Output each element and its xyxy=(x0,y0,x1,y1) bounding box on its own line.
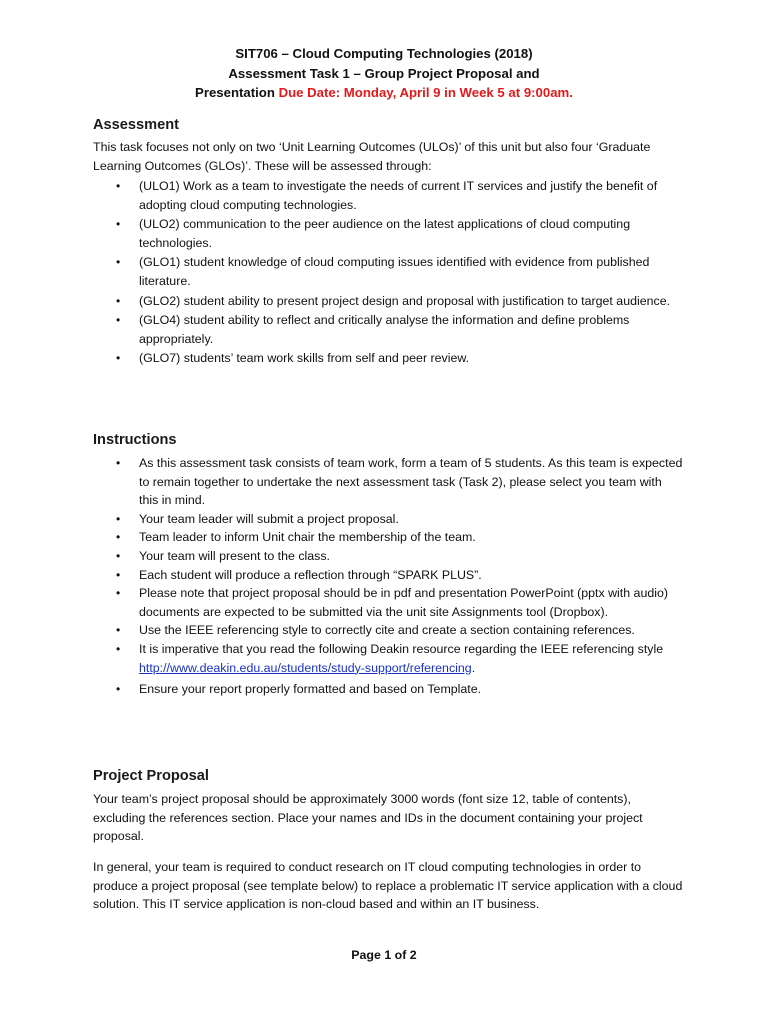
instruction-item-ieee xyxy=(0,640,684,677)
instructions-heading: Instructions xyxy=(93,432,177,448)
assessment-item: • (GLO7) students’ team work skills from self and peer review. xyxy=(0,349,684,368)
title-line-2: Assessment Task 1 – Group Project Proposal and xyxy=(228,65,540,81)
title-line-3-prefix: Presentation xyxy=(195,85,279,100)
assessment-heading: Assessment xyxy=(93,117,179,133)
ieee-item-text: It is imperative that you read the following Deakin resource regarding the IEEE referencing style xyxy=(139,641,664,656)
instruction-item: • Team leader to inform Unit chair the membership of the team. xyxy=(0,528,684,547)
assessment-intro: This task focuses not only on two ‘Unit Learning Outcomes (ULOs)’ of this unit but also four ‘Graduate Learning Outcomes (GLOs)’. These will be assessed through: xyxy=(93,140,651,173)
project-proposal-para-2: In general, your team is required to conduct research on IT cloud computing technologies in order to produce a project proposal (see template below) to replace a problematic IT service application with a cloud solution. This IT service application is non-cloud based and within an IT business. xyxy=(93,860,683,912)
assessment-item: • (GLO1) student knowledge of cloud computing issues identified with evidence from published literature. xyxy=(0,253,684,290)
instruction-item: • Your team leader will submit a project proposal. xyxy=(0,510,684,529)
document-title-block xyxy=(0,44,768,103)
referencing-link[interactable]: http://www.deakin.edu.au/students/study-support/referencing xyxy=(139,660,472,675)
assessment-item: • (GLO4) student ability to reflect and critically analyse the information and define problems appropriately. xyxy=(0,311,684,348)
assessment-item: • (ULO1) Work as a team to investigate the needs of current IT services and justify the benefit of adopting cloud computing technologies. xyxy=(0,177,684,214)
title-line-1: SIT706 – Cloud Computing Technologies (2018) xyxy=(235,46,533,61)
title-line-3 xyxy=(0,83,768,103)
assessment-item: • (ULO2) communication to the peer audience on the latest applications of cloud computing technologies. xyxy=(0,215,684,252)
instruction-item: • Each student will produce a reflection through “SPARK PLUS”. xyxy=(0,566,684,585)
instruction-item: • Your team will present to the class. xyxy=(0,547,684,566)
assessment-item: • (GLO2) student ability to present project design and proposal with justification to target audience. xyxy=(0,292,684,311)
project-proposal-para-1: Your team’s project proposal should be approximately 3000 words (font size 12, table of contents), excluding the references section. Place your names and IDs in the document containing your project proposal. xyxy=(93,792,643,844)
assessment-list xyxy=(0,177,690,368)
instruction-item: • Ensure your report properly formatted and based on Template. xyxy=(0,680,684,699)
instruction-item: • As this assessment task consists of team work, form a team of 5 students. As this team is expected to remain together to undertake the next assessment task (Task 2), please select you team with this in mind. xyxy=(0,454,684,510)
instruction-item: • Please note that project proposal should be in pdf and presentation PowerPoint (pptx with audio) documents are expected to be submitted via the unit site Assignments tool (Dropbox). xyxy=(0,584,684,621)
project-proposal-heading: Project Proposal xyxy=(93,768,209,784)
page-number: Page 1 of 2 xyxy=(351,948,417,962)
due-date: Due Date: Monday, April 9 in Week 5 at 9:00am. xyxy=(278,85,573,100)
instruction-item: • Use the IEEE referencing style to correctly cite and create a section containing references. xyxy=(0,621,684,640)
ieee-item-end: . xyxy=(471,660,476,675)
instructions-list xyxy=(0,454,690,699)
